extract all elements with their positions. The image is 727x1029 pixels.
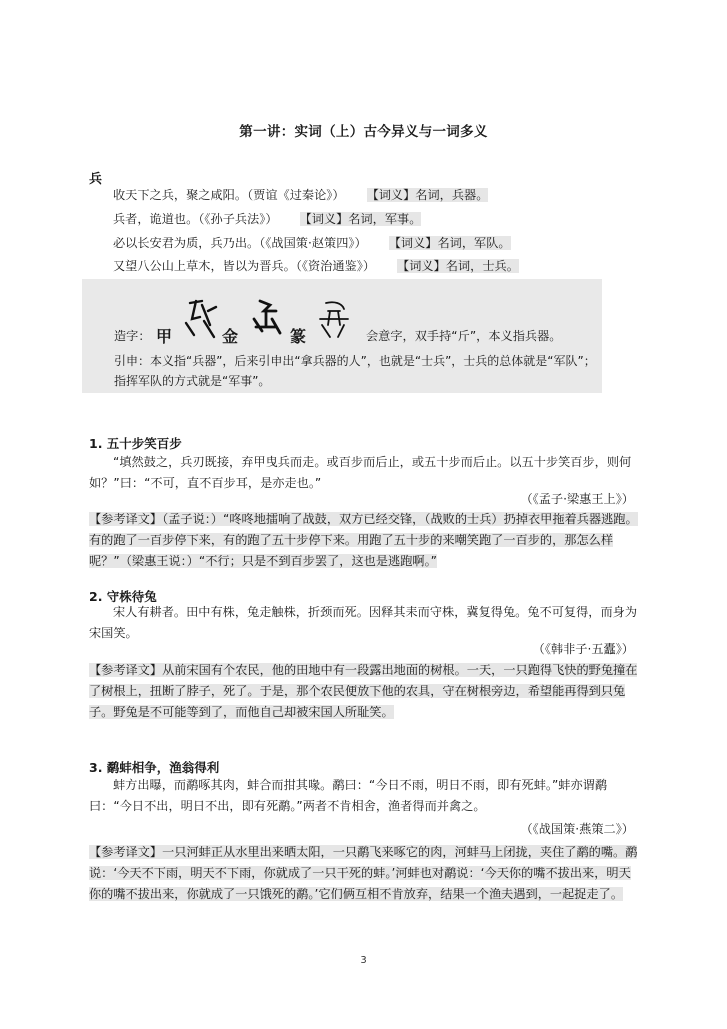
- example-text: 收天下之兵，聚之咸阳。（贾谊《过秦论》）: [113, 188, 345, 202]
- etymology-box: [82, 279, 602, 393]
- example-line-2: [113, 210, 421, 227]
- classical-text: 蚌方出曝，而鹬啄其肉，蚌合而拑其喙。鹬曰：“今日不雨，明日不雨，即有死蚌。”蚌亦谓鹬曰：“今日不出，明日不出，即有死鹬。”两者不肯相舍，渔者得而并禽之。: [89, 778, 608, 813]
- section-translation-2: [89, 660, 641, 723]
- translation-text: 【参考译文】（孟子说：）“咚咚地擂响了战鼓，双方已经交锋，（战败的士兵）扔掉衣甲拖着兵器逃跑。有的跑了一百步停下来，有的跑了五十步停下来。用跑了五十步的来嘲笑跑了一百步的，那怎么样呢？”（梁惠王说：）“不行；只是不到百步罢了，这也是逃跑啊。”: [89, 512, 638, 568]
- section-text-2: [89, 602, 641, 644]
- translation-text: 【参考译文】从前宋国有个农民，他的田地中有一段露出地面的树根。一天，一只跑得飞快的野兔撞在了树根上，扭断了脖子，死了。于是，那个农民便放下他的农具，守在树根旁边，希望能再得到只兔子。野兔是不可能等到了，而他自己却被宋国人所耻笑。: [89, 663, 638, 719]
- etymology-extension: 引申：本义指“兵器”，后来引申出“拿兵器的人”，也就是“士兵”，士兵的总体就是“军队”；指挥军队的方式就是“军事”。: [114, 354, 596, 388]
- section-title-2: 2. 守株待兔: [89, 589, 157, 604]
- translation-text: 【参考译文】一只河蚌正从水里出来晒太阳，一只鹬飞来啄它的肉，河蚌马上闭拢，夹住了鹬的嘴。鹬说：‘今天不下雨，明天不下雨，你就成了一只干死的蚌。’河蚌也对鹬说：‘今天你的嘴不拔出来，明天你的嘴不拔出来，你就成了一只饿死的鹬。’它们俩互相不肯放弃，结果一个渔夫遇到，一起捉走了。: [89, 845, 638, 901]
- section-title-1: 1. 五十步笑百步: [89, 436, 182, 451]
- classical-text: “填然鼓之，兵刃既接，弃甲曳兵而走。或百步而后止，或五十步而后止。以五十步笑百步，则何如？”曰：“不可，直不百步耳，是亦走也。”: [89, 455, 632, 490]
- section-title-3: 3. 鹬蚌相争，渔翁得利: [89, 760, 220, 775]
- etymology-label: 造字：: [114, 329, 151, 343]
- section-text-1: [89, 452, 641, 494]
- seal-label: 篆: [290, 327, 307, 346]
- example-line-4: [113, 257, 519, 274]
- oracle-bone-label: 甲: [156, 327, 173, 346]
- page-number: 3: [360, 955, 367, 966]
- example-line-1: [113, 186, 488, 203]
- headword: 兵: [89, 172, 103, 187]
- example-text: 必以长安君为质，兵乃出。（《战国策·赵策四》）: [113, 236, 367, 250]
- section-translation-1: [89, 509, 641, 572]
- example-text: 兵者，诡道也。（《孙子兵法》）: [113, 212, 278, 226]
- meaning-note: 【词义】名词，军队。: [388, 236, 511, 250]
- bronze-label: 金: [222, 327, 239, 346]
- section-source-1: （《孟子·梁惠王上》）: [520, 492, 634, 506]
- etymology-description: 会意字，双手持“斤”，本义指兵器。: [366, 329, 562, 343]
- section-translation-3: [89, 842, 641, 905]
- page-title: 第一讲：实词（上）古今异义与一词多义: [239, 124, 488, 140]
- meaning-note: 【词义】名词，士兵。: [397, 259, 519, 273]
- seal-glyph-icon: [314, 299, 354, 341]
- classical-text: 宋人有耕者。田中有株，兔走触株，折颈而死。因释其耒而守株，冀复得兔。兔不可复得，而身为宋国笑。: [89, 605, 638, 640]
- glyph-row: [114, 297, 594, 346]
- oracle-bone-glyph-icon: [180, 297, 220, 341]
- meaning-note: 【词义】名词，军事。: [299, 212, 422, 226]
- section-source-2: （《韩非子·五蠹》）: [532, 642, 634, 656]
- section-source-3: （《战国策·燕策二》）: [520, 822, 634, 836]
- example-line-3: [113, 234, 511, 251]
- section-text-3: [89, 775, 641, 817]
- meaning-note: 【词义】名词，兵器。: [366, 188, 489, 202]
- example-text: 又望八公山上草木，皆以为晋兵。（《资治通鉴》）: [113, 259, 376, 273]
- bronze-glyph-icon: [246, 297, 286, 341]
